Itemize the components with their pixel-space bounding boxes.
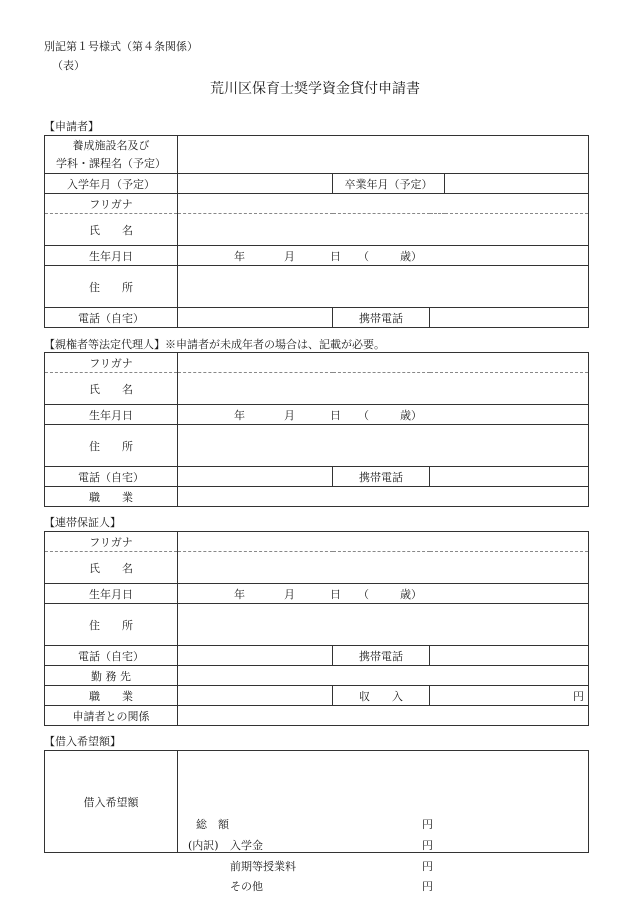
guarantor-job-row	[45, 686, 589, 706]
guarantor-address-row	[45, 604, 589, 646]
address-label: 住 所	[45, 266, 178, 308]
guarantor-dob-month-text: 月	[284, 587, 295, 601]
guarantor-furigana-label: フリガナ	[45, 532, 178, 552]
guardian-furigana-label: フリガナ	[45, 353, 178, 373]
loan-table	[44, 750, 589, 893]
guarantor-dob-year-text: 年	[234, 587, 245, 601]
loan-entrance-label: 入学金	[230, 838, 263, 852]
school-label: 養成施設名及び 学科・課程名（予定）	[45, 136, 178, 174]
guardian-phone-label: 電話（自宅）	[45, 467, 178, 487]
guardian-dob-row	[45, 405, 589, 425]
guardian-job-row	[45, 487, 589, 507]
address-field[interactable]	[178, 266, 589, 308]
guardian-dob-age-text: 歳）	[400, 408, 422, 422]
school-row	[45, 136, 589, 174]
guarantor-dob-age-open: （	[358, 587, 369, 601]
guardian-phone-field[interactable]	[178, 467, 333, 487]
guarantor-work-field[interactable]	[178, 666, 589, 686]
guardian-name-row	[45, 373, 589, 405]
guardian-dob-year-text: 年	[234, 408, 245, 422]
guardian-dob-day-text: 日	[330, 408, 341, 422]
guarantor-address-field[interactable]	[178, 604, 589, 646]
guarantor-furigana-row	[45, 532, 589, 552]
applicant-section-title: 【申請者】	[44, 120, 99, 133]
school-field[interactable]	[178, 136, 589, 174]
enroll-label: 入学年月（予定）	[45, 174, 178, 194]
dob-field[interactable]	[178, 246, 589, 266]
loan-entrance-unit[interactable]: 円	[422, 838, 433, 852]
grad-label: 卒業年月（予定）	[333, 174, 445, 194]
guarantor-dob-age-text: 歳）	[400, 587, 422, 601]
loan-label: 借入希望額	[45, 751, 178, 853]
guardian-address-label: 住 所	[45, 425, 178, 467]
guarantor-income-label: 収 入	[333, 686, 430, 706]
loan-tuition-unit[interactable]: 円	[422, 859, 433, 873]
phone-field[interactable]	[178, 308, 333, 328]
guardian-table	[44, 352, 589, 507]
guarantor-job-label: 職 業	[45, 686, 178, 706]
guarantor-phone-row	[45, 646, 589, 666]
guardian-job-label: 職 業	[45, 487, 178, 507]
guardian-dob-field[interactable]	[178, 405, 589, 425]
form-number: 別記第１号様式（第４条関係）	[44, 40, 198, 53]
guardian-furigana-row	[45, 353, 589, 373]
name-label: 氏 名	[45, 214, 178, 246]
guarantor-work-row	[45, 666, 589, 686]
dob-year-text: 年	[234, 249, 245, 263]
guardian-job-field[interactable]	[178, 487, 589, 507]
guarantor-name-row	[45, 552, 589, 584]
guarantor-relation-label: 申請者との関係	[45, 706, 178, 726]
guarantor-dob-row	[45, 584, 589, 604]
furigana-row	[45, 194, 589, 214]
guarantor-mobile-label: 携帯電話	[333, 646, 430, 666]
guarantor-relation-field[interactable]	[178, 706, 589, 726]
grad-field[interactable]	[445, 174, 589, 194]
loan-other-unit[interactable]: 円	[422, 879, 433, 893]
guarantor-section-title: 【連帯保証人】	[44, 516, 121, 529]
guarantor-phone-label: 電話（自宅）	[45, 646, 178, 666]
guarantor-name-label: 氏 名	[45, 552, 178, 584]
guardian-address-field[interactable]	[178, 425, 589, 467]
guardian-mobile-field[interactable]	[430, 467, 589, 487]
phone-row	[45, 308, 589, 328]
enroll-row	[45, 174, 589, 194]
guardian-mobile-label: 携帯電話	[333, 467, 430, 487]
guarantor-table	[44, 531, 589, 726]
mobile-field[interactable]	[430, 308, 589, 328]
guarantor-dob-label: 生年月日	[45, 584, 178, 604]
guarantor-relation-row	[45, 706, 589, 726]
dob-day-text: 日	[330, 249, 341, 263]
guarantor-job-field[interactable]	[178, 686, 333, 706]
loan-details	[178, 751, 589, 893]
loan-total-unit[interactable]: 円	[422, 817, 433, 831]
guardian-name-field[interactable]	[178, 373, 589, 405]
guardian-furigana-field[interactable]	[178, 353, 589, 373]
guarantor-income-field[interactable]: 円	[430, 686, 589, 706]
loan-section-title: 【借入希望額】	[44, 735, 121, 748]
guardian-name-label: 氏 名	[45, 373, 178, 405]
furigana-label: フリガナ	[45, 194, 178, 214]
dob-age-open: （	[358, 249, 369, 263]
form-side-label: （表）	[52, 59, 85, 72]
name-field[interactable]	[178, 214, 589, 246]
name-row	[45, 214, 589, 246]
guarantor-work-label: 勤 務 先	[45, 666, 178, 686]
loan-other-label: その他	[230, 879, 263, 893]
guarantor-dob-day-text: 日	[330, 587, 341, 601]
applicant-table	[44, 135, 589, 328]
guardian-section-title: 【親権者等法定代理人】※申請者が未成年者の場合は、記載が必要。	[44, 338, 385, 351]
phone-label: 電話（自宅）	[45, 308, 178, 328]
guarantor-address-label: 住 所	[45, 604, 178, 646]
guarantor-name-field[interactable]	[178, 552, 589, 584]
guardian-address-row	[45, 425, 589, 467]
loan-total-label: 総 額	[196, 817, 229, 831]
loan-row	[45, 751, 589, 853]
dob-age-text: 歳）	[400, 249, 422, 263]
guarantor-furigana-field[interactable]	[178, 532, 589, 552]
dob-row	[45, 246, 589, 266]
guarantor-mobile-field[interactable]	[430, 646, 589, 666]
enroll-field[interactable]	[178, 174, 333, 194]
guardian-dob-month-text: 月	[284, 408, 295, 422]
mobile-label: 携帯電話	[333, 308, 430, 328]
guarantor-phone-field[interactable]	[178, 646, 333, 666]
loan-tuition-label: 前期等授業料	[230, 859, 296, 873]
guardian-phone-row	[45, 467, 589, 487]
dob-label: 生年月日	[45, 246, 178, 266]
dob-month-text: 月	[284, 249, 295, 263]
address-row	[45, 266, 589, 308]
page-title: 荒川区保育士奨学資金貸付申請書	[210, 81, 420, 97]
guardian-dob-age-open: （	[358, 408, 369, 422]
loan-breakdown-label: (内訳)	[188, 838, 219, 852]
furigana-field[interactable]	[178, 194, 589, 214]
guardian-dob-label: 生年月日	[45, 405, 178, 425]
guarantor-dob-field[interactable]	[178, 584, 589, 604]
